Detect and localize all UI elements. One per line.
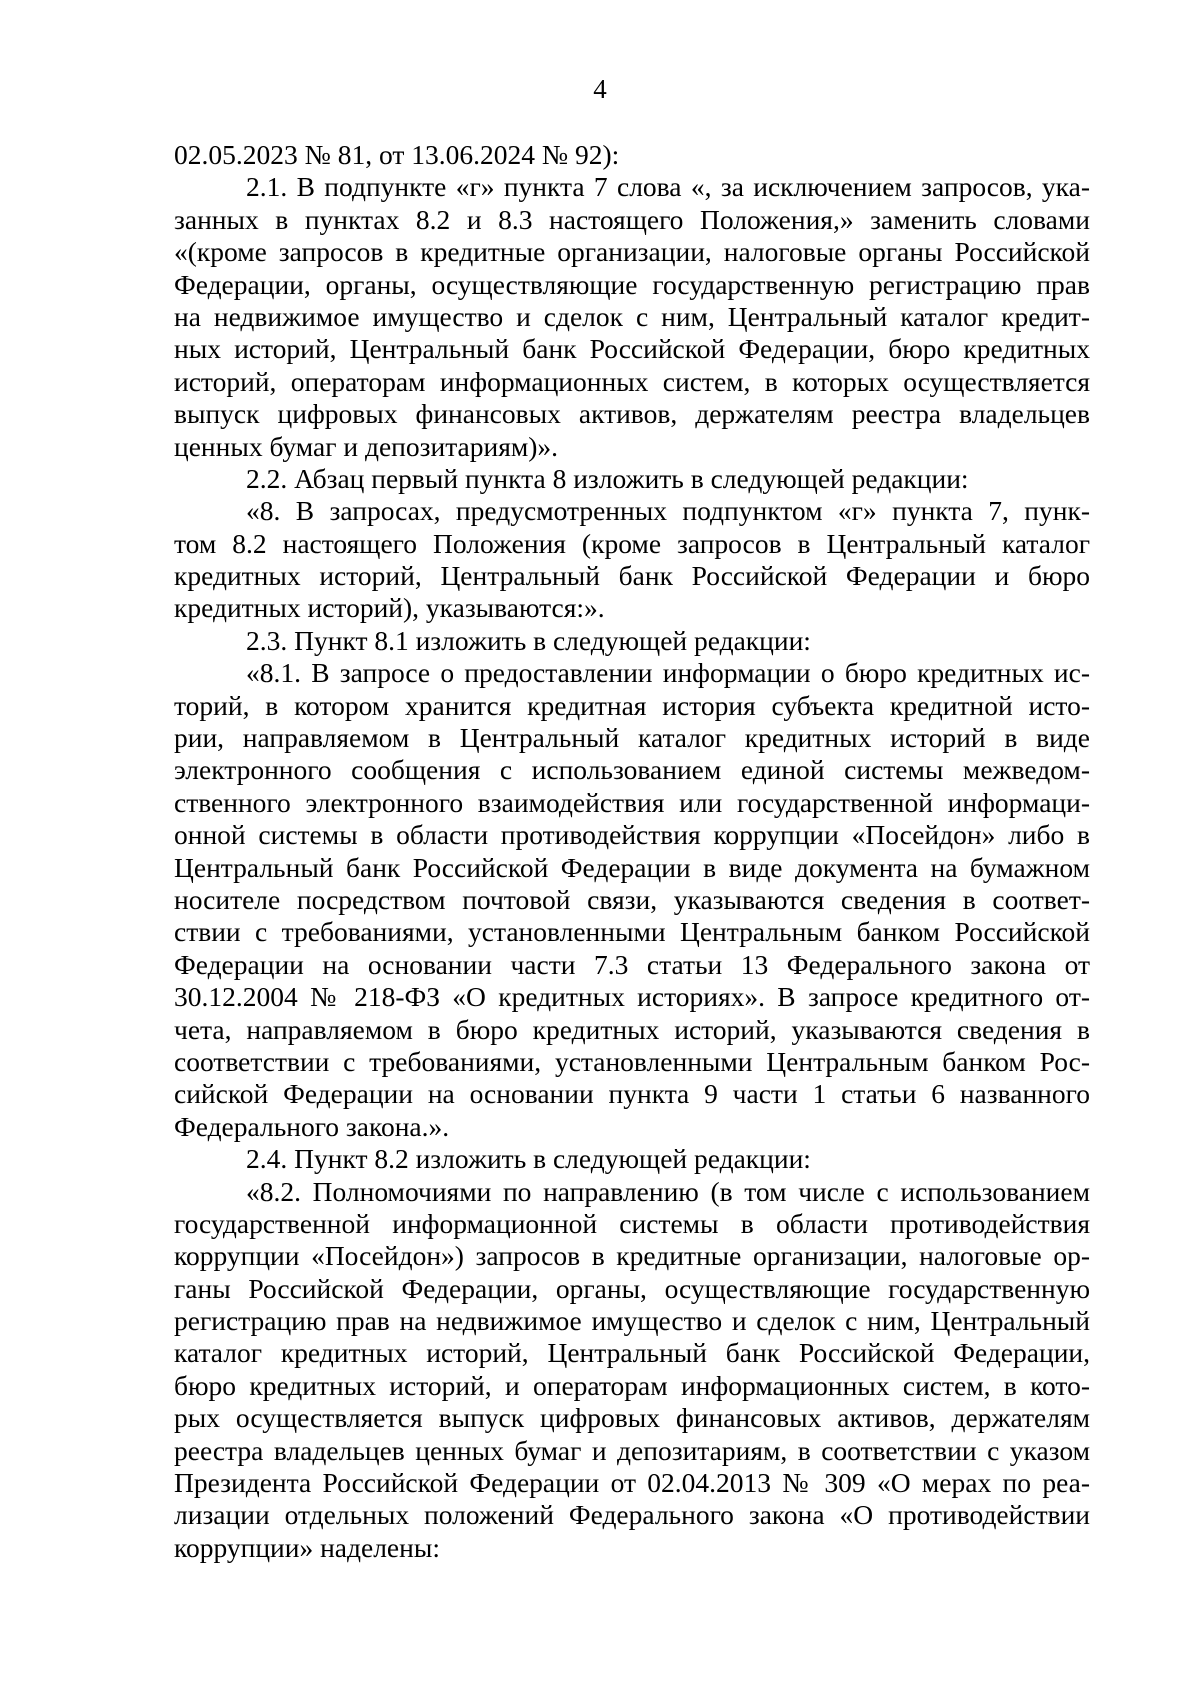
text-line: на недвижимое имущество и сделок с ним, Центральный каталог кредит-: [174, 300, 1090, 332]
text-line: ценных бумаг и депозитариям)».: [174, 430, 559, 462]
text-line: рых осуществляется выпуск цифровых финансовых активов, держателям: [174, 1402, 1090, 1434]
document-body: [174, 139, 1090, 1564]
text-line: том 8.2 настоящего Положения (кроме запросов в Центральный каталог: [174, 527, 1090, 559]
text-line: выпуск цифровых финансовых активов, держателям реестра владельцев: [174, 398, 1090, 430]
text-line: 02.05.2023 № 81, от 13.06.2024 № 92):: [174, 139, 620, 170]
text-line: ственного электронного взаимодействия или государственной информаци-: [174, 786, 1090, 818]
text-line: 2.1. В подпункте «г» пункта 7 слова «, за исключением запросов, ука-: [246, 171, 1090, 203]
text-line: занных в пунктах 8.2 и 8.3 настоящего Положения,» заменить словами: [174, 203, 1090, 235]
text-line: историй, операторам информационных систем, в которых осуществляется: [174, 365, 1090, 397]
text-line: ганы Российской Федерации, органы, осуществляющие государственную: [174, 1272, 1090, 1304]
text-line: ных историй, Центральный банк Российской Федерации, бюро кредитных: [174, 333, 1090, 365]
text-line: «8. В запросах, предусмотренных подпунктом «г» пункта 7, пунк-: [246, 495, 1090, 527]
text-line: 2.2. Абзац первый пункта 8 изложить в следующей редакции:: [246, 462, 969, 494]
text-line: «8.2. Полномочиями по направлению (в том числе с использованием: [246, 1175, 1090, 1207]
text-line: кредитных историй, Центральный банк Российской Федерации и бюро: [174, 560, 1090, 592]
text-line: носителе посредством почтовой связи, указываются сведения в соответ-: [174, 883, 1090, 915]
text-line: 2.3. Пункт 8.1 изложить в следующей редакции:: [246, 624, 811, 656]
page-number: 4: [593, 74, 607, 104]
text-line: Центральный банк Российской Федерации в виде документа на бумажном: [174, 851, 1090, 883]
text-line: 30.12.2004 № 218-ФЗ «О кредитных историях». В запросе кредитного от-: [174, 981, 1090, 1013]
text-line: Федерального закона.».: [174, 1110, 450, 1142]
text-line: сийской Федерации на основании пункта 9 части 1 статьи 6 названного: [174, 1078, 1090, 1110]
text-line: государственной информационной системы в области противодействия: [174, 1207, 1090, 1239]
text-line: Президента Российской Федерации от 02.04.2013 № 309 «О мерах по реа-: [174, 1467, 1090, 1499]
text-line: онной системы в области противодействия коррупции «Посейдон» либо в: [174, 819, 1090, 851]
text-line: кредитных историй), указываются:».: [174, 592, 605, 624]
text-line: бюро кредитных историй, и операторам информационных систем, в кото-: [174, 1369, 1090, 1401]
text-line: каталог кредитных историй, Центральный банк Российской Федерации,: [174, 1337, 1090, 1369]
text-line: рии, направляемом в Центральный каталог кредитных историй в виде: [174, 722, 1090, 754]
text-line: «8.1. В запросе о предоставлении информации о бюро кредитных ис-: [246, 657, 1090, 689]
text-line: регистрацию прав на недвижимое имущество и сделок с ним, Центральный: [174, 1305, 1090, 1337]
text-line: коррупции» наделены:: [174, 1531, 440, 1563]
text-line: Федерации на основании части 7.3 статьи 13 Федерального закона от: [174, 948, 1090, 980]
text-line: ствии с требованиями, установленными Центральным банком Российской: [174, 916, 1090, 948]
text-line: реестра владельцев ценных бумаг и депозитариям, в соответствии с указом: [174, 1434, 1090, 1466]
text-line: электронного сообщения с использованием единой системы межведом-: [174, 754, 1090, 786]
text-line: соответствии с требованиями, установленными Центральным банком Рос-: [174, 1045, 1090, 1077]
text-line: чета, направляемом в бюро кредитных историй, указываются сведения в: [174, 1013, 1090, 1045]
text-line: торий, в котором хранится кредитная история субъекта кредитной исто-: [174, 689, 1090, 721]
text-line: «(кроме запросов в кредитные организации, налоговые органы Российской: [174, 236, 1090, 268]
text-line: коррупции «Посейдон») запросов в кредитные организации, налоговые ор-: [174, 1240, 1090, 1272]
text-line: лизации отдельных положений Федерального закона «О противодействии: [174, 1499, 1090, 1531]
text-line: 2.4. Пункт 8.2 изложить в следующей редакции:: [246, 1143, 811, 1175]
text-line: Федерации, органы, осуществляющие государственную регистрацию прав: [174, 268, 1090, 300]
